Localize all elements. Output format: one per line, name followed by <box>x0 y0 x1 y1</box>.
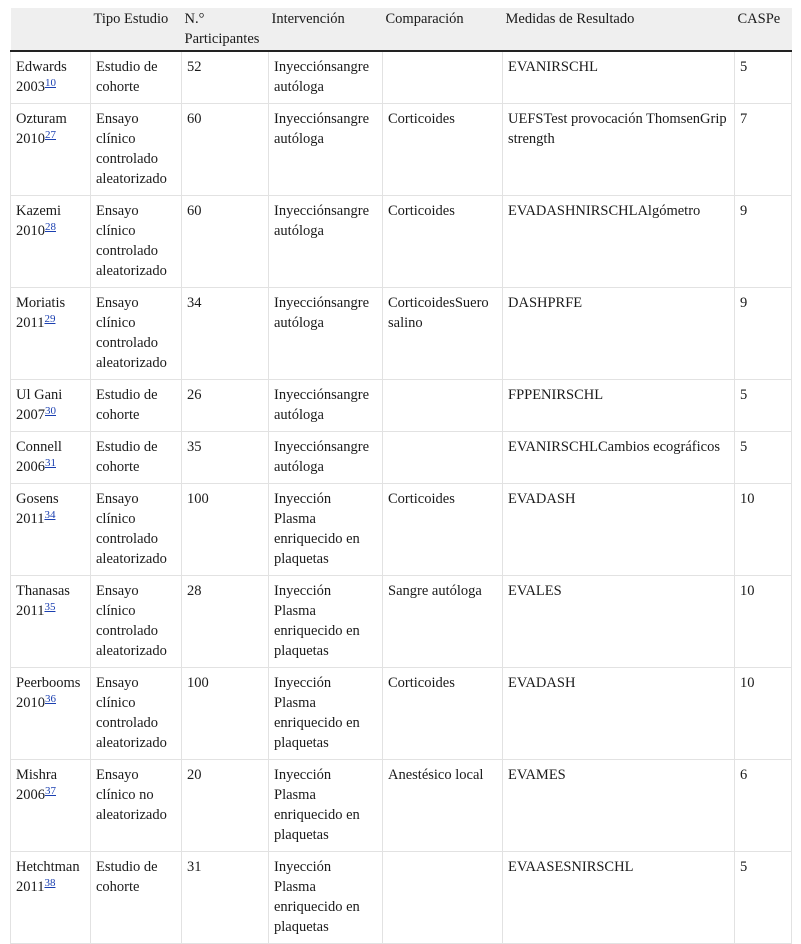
participantes-cell: 60 <box>182 196 269 288</box>
reference-link[interactable]: 36 <box>45 693 56 705</box>
table-row <box>11 668 792 760</box>
medidas-cell: EVAMES <box>503 760 735 852</box>
medidas-cell: EVADASHNIRSCHLAlgómetro <box>503 196 735 288</box>
author-cell <box>11 432 91 484</box>
author-name: Edwards 2003 <box>16 59 67 95</box>
participantes-cell: 26 <box>182 380 269 432</box>
intervencion-cell: Inyecciónsangre autóloga <box>269 288 383 380</box>
medidas-cell: FPPENIRSCHL <box>503 380 735 432</box>
comparacion-cell <box>383 380 503 432</box>
reference-link[interactable]: 34 <box>44 509 56 521</box>
table-body <box>11 51 792 944</box>
reference-link[interactable]: 27 <box>45 129 56 141</box>
participantes-cell: 34 <box>182 288 269 380</box>
comparacion-cell <box>383 51 503 104</box>
caspe-cell: 5 <box>735 51 792 104</box>
participantes-cell: 28 <box>182 576 269 668</box>
medidas-cell: EVALES <box>503 576 735 668</box>
caspe-cell: 9 <box>735 288 792 380</box>
author-name: Kazemi 2010 <box>16 203 62 239</box>
author-name: Hetchtman 2011 <box>16 859 80 895</box>
participantes-cell: 20 <box>182 760 269 852</box>
table-row <box>11 380 792 432</box>
author-cell <box>11 852 91 944</box>
author-name: Thanasas 2011 <box>16 583 70 619</box>
author-name: Connell 2006 <box>16 439 62 475</box>
table-row <box>11 432 792 484</box>
author-cell <box>11 576 91 668</box>
caspe-cell: 5 <box>735 432 792 484</box>
reference-link[interactable]: 28 <box>45 221 56 233</box>
author-cell <box>11 104 91 196</box>
participantes-cell: 52 <box>182 51 269 104</box>
author-name: Moriatis 2011 <box>16 295 66 331</box>
intervencion-cell: Inyección Plasma enriquecido en plaquetas <box>269 760 383 852</box>
tipo-estudio-cell: Ensayo clínico controlado aleatorizado <box>91 576 182 668</box>
reference-link[interactable]: 37 <box>45 785 56 797</box>
tipo-estudio-cell: Estudio de cohorte <box>91 380 182 432</box>
intervencion-cell: Inyección Plasma enriquecido en plaquetas <box>269 668 383 760</box>
tipo-estudio-cell: Ensayo clínico controlado aleatorizado <box>91 196 182 288</box>
medidas-cell: EVADASH <box>503 484 735 576</box>
reference-link[interactable]: 35 <box>44 601 56 613</box>
caspe-cell: 5 <box>735 852 792 944</box>
author-name: Gosens 2011 <box>16 491 59 527</box>
table-row <box>11 576 792 668</box>
comparacion-cell: Sangre autóloga <box>383 576 503 668</box>
comparacion-cell <box>383 852 503 944</box>
participantes-cell: 100 <box>182 484 269 576</box>
caspe-cell: 10 <box>735 668 792 760</box>
header-participantes: N.° Participantes <box>182 8 269 51</box>
medidas-cell: EVAASESNIRSCHL <box>503 852 735 944</box>
header-medidas: Medidas de Resultado <box>503 8 735 51</box>
caspe-cell: 10 <box>735 484 792 576</box>
participantes-cell: 31 <box>182 852 269 944</box>
comparacion-cell: Corticoides <box>383 104 503 196</box>
author-cell <box>11 668 91 760</box>
tipo-estudio-cell: Ensayo clínico controlado aleatorizado <box>91 668 182 760</box>
participantes-cell: 100 <box>182 668 269 760</box>
reference-link[interactable]: 31 <box>45 457 56 469</box>
medidas-cell: UEFSTest provocación ThomsenGrip strength <box>503 104 735 196</box>
tipo-estudio-cell: Estudio de cohorte <box>91 51 182 104</box>
tipo-estudio-cell: Ensayo clínico no aleatorizado <box>91 760 182 852</box>
table-row <box>11 51 792 104</box>
author-name: Mishra 2006 <box>16 767 58 803</box>
medidas-cell: EVANIRSCHL <box>503 51 735 104</box>
medidas-cell: DASHPRFE <box>503 288 735 380</box>
author-cell <box>11 380 91 432</box>
intervencion-cell: Inyección Plasma enriquecido en plaquetas <box>269 852 383 944</box>
comparacion-cell: Corticoides <box>383 668 503 760</box>
tipo-estudio-cell: Ensayo clínico controlado aleatorizado <box>91 288 182 380</box>
tipo-estudio-cell: Estudio de cohorte <box>91 852 182 944</box>
tipo-estudio-cell: Ensayo clínico controlado aleatorizado <box>91 104 182 196</box>
author-name: Peerbooms 2010 <box>16 675 81 711</box>
header-tipo-estudio: Tipo Estudio <box>91 8 182 51</box>
caspe-cell: 9 <box>735 196 792 288</box>
table-row <box>11 852 792 944</box>
intervencion-cell: Inyecciónsangre autóloga <box>269 104 383 196</box>
participantes-cell: 60 <box>182 104 269 196</box>
table-row <box>11 196 792 288</box>
header-author <box>11 8 91 51</box>
caspe-cell: 5 <box>735 380 792 432</box>
author-cell <box>11 484 91 576</box>
intervencion-cell: Inyecciónsangre autóloga <box>269 51 383 104</box>
comparacion-cell: CorticoidesSuero salino <box>383 288 503 380</box>
comparacion-cell: Corticoides <box>383 196 503 288</box>
caspe-cell: 6 <box>735 760 792 852</box>
author-name: Ul Gani 2007 <box>16 387 63 423</box>
author-cell <box>11 760 91 852</box>
tipo-estudio-cell: Estudio de cohorte <box>91 432 182 484</box>
participantes-cell: 35 <box>182 432 269 484</box>
comparacion-cell <box>383 432 503 484</box>
intervencion-cell: Inyección Plasma enriquecido en plaquetas <box>269 484 383 576</box>
table-header <box>11 8 792 51</box>
reference-link[interactable]: 29 <box>44 313 56 325</box>
table-row <box>11 104 792 196</box>
reference-link[interactable]: 38 <box>44 877 56 889</box>
table-row <box>11 288 792 380</box>
header-row <box>11 8 792 51</box>
intervencion-cell: Inyecciónsangre autóloga <box>269 380 383 432</box>
intervencion-cell: Inyección Plasma enriquecido en plaquetas <box>269 576 383 668</box>
intervencion-cell: Inyecciónsangre autóloga <box>269 432 383 484</box>
author-name: Ozturam 2010 <box>16 111 67 147</box>
author-cell <box>11 196 91 288</box>
medidas-cell: EVANIRSCHLCambios ecográficos <box>503 432 735 484</box>
comparacion-cell: Anestésico local <box>383 760 503 852</box>
studies-table <box>10 8 792 944</box>
medidas-cell: EVADASH <box>503 668 735 760</box>
intervencion-cell: Inyecciónsangre autóloga <box>269 196 383 288</box>
reference-link[interactable]: 10 <box>45 77 56 89</box>
tipo-estudio-cell: Ensayo clínico controlado aleatorizado <box>91 484 182 576</box>
author-cell <box>11 51 91 104</box>
header-caspe: CASPe <box>735 8 792 51</box>
author-cell <box>11 288 91 380</box>
table-row <box>11 484 792 576</box>
comparacion-cell: Corticoides <box>383 484 503 576</box>
caspe-cell: 7 <box>735 104 792 196</box>
table-row <box>11 760 792 852</box>
header-intervencion: Intervención <box>269 8 383 51</box>
reference-link[interactable]: 30 <box>45 405 56 417</box>
header-comparacion: Comparación <box>383 8 503 51</box>
caspe-cell: 10 <box>735 576 792 668</box>
